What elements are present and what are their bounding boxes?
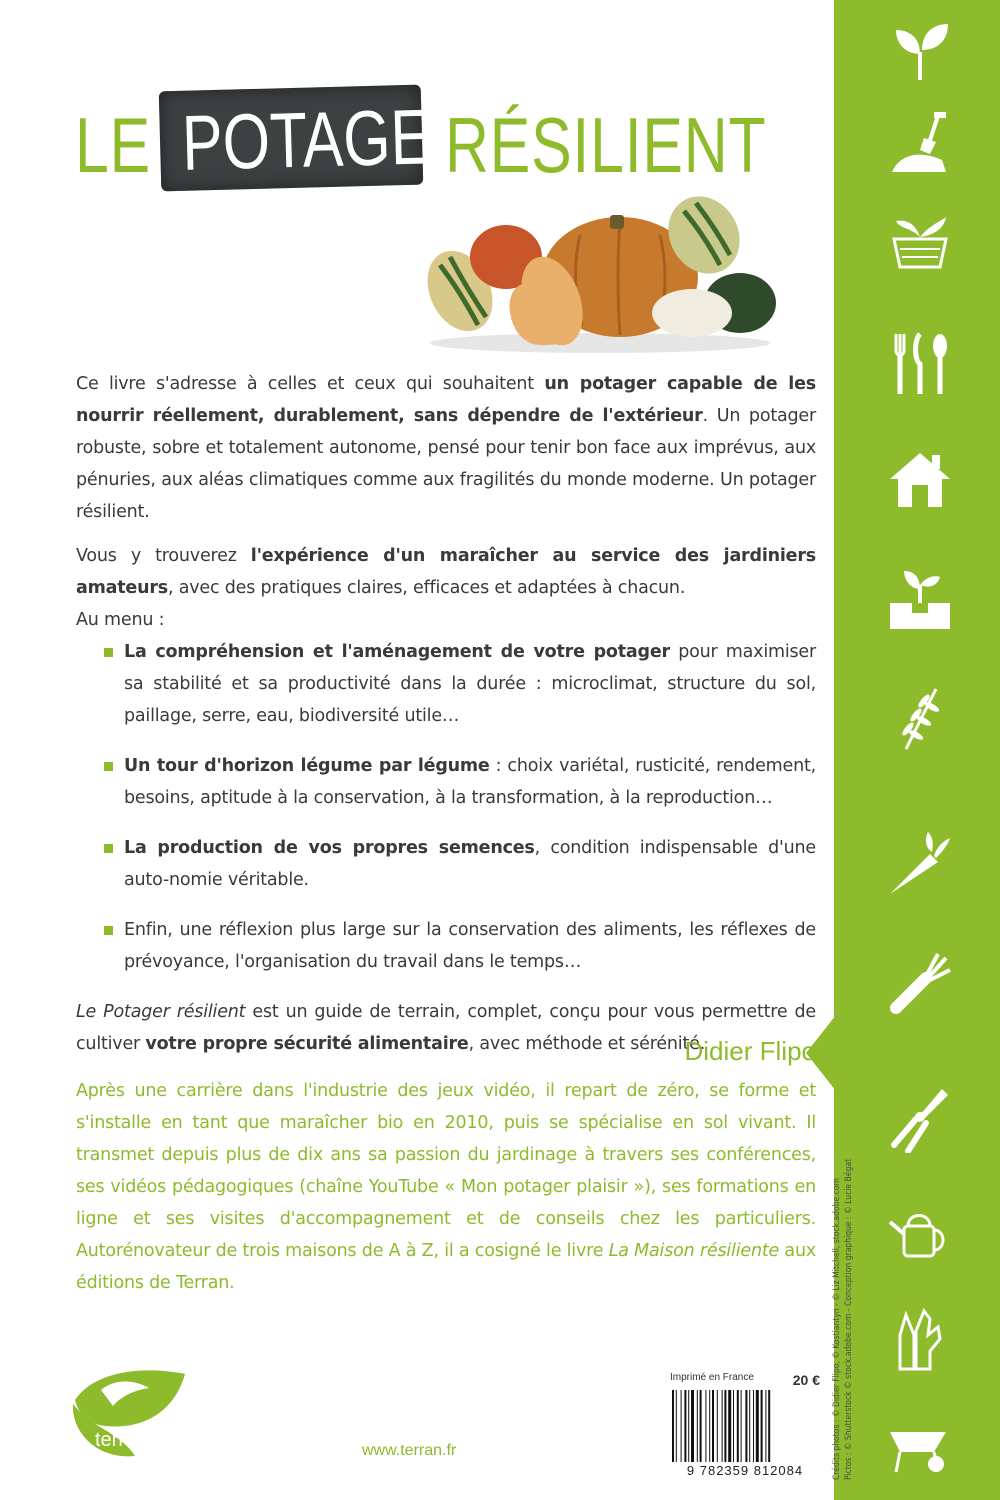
bullet-bold: La compréhension et l'aménagement de votre potager <box>124 642 670 662</box>
barcode-header <box>670 1372 820 1388</box>
terran-logo <box>65 1360 195 1470</box>
intro-text-a: Ce livre s'adresse à celles et ceux qui souhaitent <box>76 374 545 394</box>
herb-icon <box>886 685 954 753</box>
title-word-resilient: RÉSILIENT <box>445 101 767 189</box>
barcode-bar <box>712 1390 714 1462</box>
barcode-bar <box>745 1390 747 1462</box>
barcode-block <box>670 1372 820 1482</box>
title-word-le: LE <box>75 101 151 189</box>
author-section <box>76 1035 816 1299</box>
bullet-square <box>104 926 113 935</box>
credits-line-1: Crédits photos : © Didier Flipo, © Kostiantyn - © Liz Mitchell, stock.adobe.com <box>832 1178 842 1480</box>
barcode-bars <box>670 1390 820 1462</box>
barcode-bar <box>728 1390 731 1462</box>
photo-credits <box>826 1160 856 1480</box>
bullet-text: Enfin, une réflexion plus large sur la conservation des aliments, les réflexes de prévoyance, l'organisation du travail dans le temps… <box>124 920 816 972</box>
experience-text-c: , avec des pratiques claires, efficaces et adaptées à chacun. <box>168 578 686 598</box>
wheelbarrow-icon <box>886 1410 954 1478</box>
intro-text-c: . Un potager robuste, sobre et totalement autonome, pensé pour tenir bon face aux imprévus, aux pénuries, aux aléas climatiques comme aux fragilités du monde moderne. Un potager résilient. <box>76 406 816 522</box>
experience-text-bold: l'expérience d'un maraîcher au service des jardiniers amateurs <box>76 546 816 598</box>
squash-illustration <box>420 195 780 355</box>
barcode-bar <box>753 1390 754 1462</box>
slate-plaque <box>159 85 477 192</box>
barcode-bar <box>672 1390 674 1462</box>
barcode-bar <box>681 1390 682 1462</box>
bullet-text: pour maximiser sa stabilité et sa productivité dans la durée : microclimat, structure du sol, paillage, serre, eau, biodiversité utile… <box>124 642 816 726</box>
barcode-bar <box>691 1390 694 1462</box>
gloves-icon <box>886 1305 954 1373</box>
bio-text-a: Après une carrière dans l'industrie des jeux vidéo, il repart de zéro, se forme et s'installe en tant que maraîcher bio en 2010, puis se spécialise en sol vivant. Il transmet depuis plus de dix ans sa passion du jardinage à travers ses conférences, ses vidéos pédagogiques (chaîne YouTube « Mon potager plaisir »), ses formations en ligne et ses visites d'accompagnement et de conseils chez les particuliers. Autorénovateur de trois maisons de A à Z, il a cosigné le livre <box>76 1081 816 1261</box>
sprout-icon <box>886 18 954 86</box>
experience-text-a: Vous y trouverez <box>76 546 251 566</box>
conclusion-italic: Le Potager résilient <box>76 1002 246 1022</box>
credits-line-2: Pictos : © Shutterstock © stock.adobe.com - Conception graphique : © Lucie Bégat <box>844 1158 854 1480</box>
website-link[interactable]: www.terran.fr <box>362 1442 457 1459</box>
bullet-text: : choix variétal, rusticité, rendement, besoins, aptitude à la conservation, à la transformation, à la reproduction… <box>124 756 816 808</box>
bullet-list <box>76 636 816 978</box>
list-item <box>76 832 816 896</box>
experience-paragraph <box>76 540 816 604</box>
list-item <box>76 636 816 732</box>
author-bio <box>76 1075 816 1299</box>
barcode-bar <box>737 1390 739 1462</box>
printed-in: Imprimé en France <box>670 1372 754 1383</box>
menu-heading: Au menu : <box>76 610 165 630</box>
conclusion-text-b: , avec méthode et sérénité. <box>468 1034 706 1054</box>
barcode-bar <box>697 1390 698 1462</box>
bio-text-b: aux éditions de Terran. <box>76 1241 817 1293</box>
sidebar-icons <box>848 0 988 1500</box>
leek-icon <box>886 950 954 1018</box>
barcode-bar <box>709 1390 710 1462</box>
bullet-square <box>104 844 113 853</box>
bullet-bold: La production de vos propres semences <box>124 838 535 858</box>
barcode-bar <box>684 1390 686 1462</box>
barcode-bar <box>733 1390 734 1462</box>
back-cover-text <box>76 368 816 1072</box>
watering-can-icon <box>886 1200 954 1268</box>
barcode-bar <box>749 1390 750 1462</box>
pruner-icon <box>886 1085 954 1153</box>
intro-text-bold: un potager capable de les nourrir réellement, durablement, sans dépendre de l'extérieur <box>76 374 816 426</box>
barcode-bar <box>700 1390 702 1462</box>
barcode-bar <box>741 1390 742 1462</box>
bullet-square <box>104 648 113 657</box>
title-word-potager: POTAGER <box>180 91 477 187</box>
barcode-bar <box>722 1390 723 1462</box>
list-item <box>76 750 816 814</box>
conclusion-text-a: est un guide de terrain, complet, conçu pour vous permettre de cultiver <box>76 1002 816 1054</box>
barcode-bar <box>676 1390 677 1462</box>
conclusion-bold: votre propre sécurité alimentaire <box>145 1034 469 1054</box>
bullet-square <box>104 762 113 771</box>
barcode-bar <box>724 1390 726 1462</box>
barcode-bar <box>765 1390 766 1462</box>
bullet-text: , condition indispensable d'une auto-nomie véritable. <box>124 838 816 890</box>
barcode-bar <box>717 1390 718 1462</box>
author-name: Didier Flipo <box>684 1036 816 1066</box>
intro-paragraph <box>76 368 816 528</box>
bullet-bold: Un tour d'horizon légume par légume <box>124 756 490 776</box>
price: 20 € <box>792 1372 820 1388</box>
barcode-bar <box>688 1390 689 1462</box>
basket-icon <box>886 205 954 273</box>
barcode-bar <box>768 1390 770 1462</box>
shovel-icon <box>886 110 954 178</box>
barcode-bar <box>756 1390 759 1462</box>
list-item <box>76 914 816 978</box>
logo-text: terran <box>95 1429 148 1451</box>
book-title <box>75 90 835 200</box>
house-icon <box>886 445 954 513</box>
bio-italic: La Maison résiliente <box>608 1241 780 1261</box>
barcode-bar <box>761 1390 763 1462</box>
isbn-number: 9 782359 812084 <box>686 1463 804 1478</box>
seedling-icon <box>886 565 954 633</box>
cutlery-icon <box>886 330 954 398</box>
carrot-icon <box>886 830 954 898</box>
barcode-bar <box>705 1390 706 1462</box>
